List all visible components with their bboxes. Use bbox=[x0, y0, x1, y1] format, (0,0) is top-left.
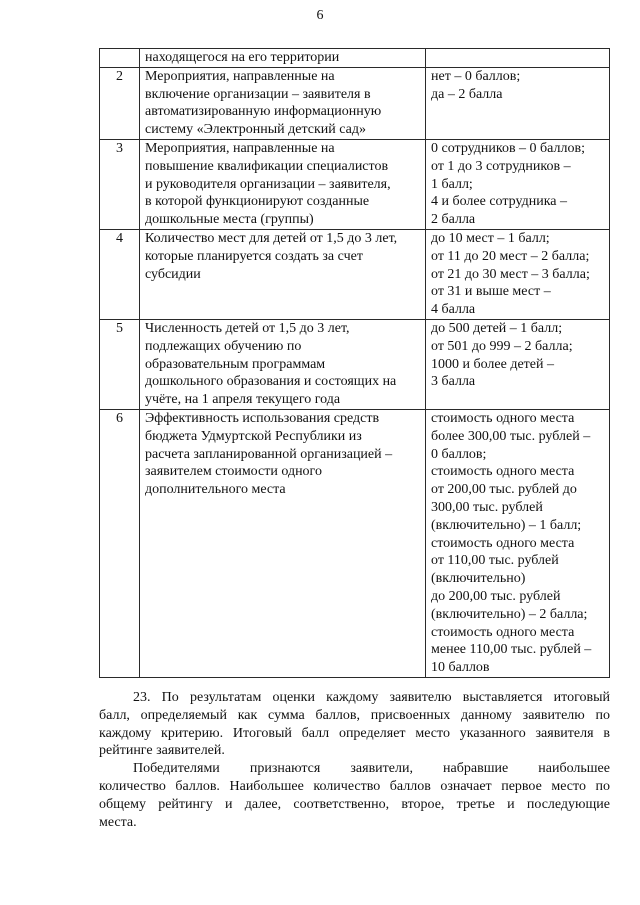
table-row bbox=[100, 139, 610, 229]
paragraph-winners bbox=[99, 760, 610, 831]
criterion-cell bbox=[140, 139, 426, 229]
row-number: 6 bbox=[100, 409, 140, 677]
criterion-cell bbox=[140, 409, 426, 677]
criterion-line: дошкольного образования и состоящих на bbox=[145, 374, 397, 390]
scoring-line: стоимость одного места bbox=[431, 624, 575, 640]
criterion-line: автоматизированную информационную bbox=[145, 104, 382, 120]
scoring-line: менее 110,00 тыс. рублей – bbox=[431, 642, 592, 658]
criterion-line: образовательным программам bbox=[145, 356, 326, 372]
scoring-line: (включительно) bbox=[431, 571, 526, 587]
criterion-line: дошкольные места (группы) bbox=[145, 212, 314, 228]
criterion-line: Количество мест для детей от 1,5 до 3 лет, bbox=[145, 230, 398, 246]
scoring-cell bbox=[426, 409, 610, 677]
scoring-line: нет – 0 баллов; bbox=[431, 68, 521, 84]
scoring-line: 10 баллов bbox=[431, 660, 490, 676]
criterion-cell bbox=[140, 319, 426, 409]
row-number: 3 bbox=[100, 139, 140, 229]
paragraph-line: каждому критерию. Итоговый балл определяет место указанного заявителя в bbox=[99, 725, 610, 741]
table-row bbox=[100, 49, 610, 68]
scoring-line: да – 2 балла bbox=[431, 86, 503, 102]
criterion-cell bbox=[140, 67, 426, 139]
scoring-line: 4 и более сотрудника – bbox=[431, 194, 568, 210]
scoring-line: стоимость одного места bbox=[431, 464, 575, 480]
criterion-line: систему «Электронный детский сад» bbox=[145, 122, 367, 138]
paragraph-line: общему рейтингу и далее, соответственно, второе, третье и последующие bbox=[99, 796, 610, 812]
criterion-line: подлежащих обучению по bbox=[145, 338, 302, 354]
paragraph-line: количество баллов. Наибольшее количество баллов означает первое место по bbox=[99, 778, 610, 794]
scoring-line: до 200,00 тыс. рублей bbox=[431, 588, 561, 604]
paragraph-line: Победителями признаются заявители, набравшие наибольшее bbox=[133, 761, 610, 777]
criterion-line: Эффективность использования средств bbox=[145, 410, 380, 426]
row-number bbox=[100, 49, 140, 68]
criterion-line: находящегося на его территории bbox=[145, 50, 340, 65]
paragraph-line: рейтинге заявителей. bbox=[99, 743, 225, 759]
row-number: 4 bbox=[100, 229, 140, 319]
table-row bbox=[100, 409, 610, 677]
scoring-cell bbox=[426, 139, 610, 229]
criterion-line: учёте, на 1 апреля текущего года bbox=[145, 392, 341, 408]
scoring-line: до 10 мест – 1 балл; bbox=[431, 230, 550, 246]
scoring-cell bbox=[426, 67, 610, 139]
criterion-line: повышение квалификации специалистов bbox=[145, 158, 389, 174]
scoring-line: 0 баллов; bbox=[431, 446, 487, 462]
table-row bbox=[100, 229, 610, 319]
row-number: 5 bbox=[100, 319, 140, 409]
scoring-line: 1 балл; bbox=[431, 176, 473, 192]
criterion-line: бюджета Удмуртской Республики из bbox=[145, 428, 362, 444]
criterion-line: Численность детей от 1,5 до 3 лет, bbox=[145, 320, 350, 336]
scoring-line: 4 балла bbox=[431, 302, 476, 318]
criterion-cell bbox=[140, 49, 426, 68]
scoring-line: 1000 и более детей – bbox=[431, 356, 555, 372]
criterion-line: в которой функционируют созданные bbox=[145, 194, 370, 210]
row-number: 2 bbox=[100, 67, 140, 139]
scoring-cell bbox=[426, 229, 610, 319]
criterion-cell bbox=[140, 229, 426, 319]
scoring-line: до 500 детей – 1 балл; bbox=[431, 320, 563, 336]
scoring-line: стоимость одного места bbox=[431, 535, 575, 551]
scoring-line: от 21 до 30 мест – 3 балла; bbox=[431, 266, 590, 282]
scoring-line: (включительно) – 2 балла; bbox=[431, 606, 588, 622]
scoring-line: от 501 до 999 – 2 балла; bbox=[431, 338, 573, 354]
criterion-line: дополнительного места bbox=[145, 482, 286, 498]
paragraph-line: 23. По результатам оценки каждому заявителю выставляется итоговый bbox=[133, 690, 610, 705]
body-text bbox=[99, 689, 610, 831]
scoring-line: от 1 до 3 сотрудников – bbox=[431, 158, 571, 174]
paragraph-line: места. bbox=[99, 814, 137, 830]
table-row bbox=[100, 67, 610, 139]
criterion-line: Мероприятия, направленные на bbox=[145, 140, 335, 156]
scoring-line: стоимость одного места bbox=[431, 410, 575, 426]
scoring-line: 300,00 тыс. рублей bbox=[431, 499, 543, 515]
scoring-line: 3 балла bbox=[431, 374, 476, 390]
scoring-line: от 200,00 тыс. рублей до bbox=[431, 482, 577, 498]
criterion-line: расчета запланированной организацией – bbox=[145, 446, 393, 462]
criterion-line: заявителем стоимости одного bbox=[145, 464, 322, 480]
criterion-line: которые планируется создать за счет bbox=[145, 248, 363, 264]
criterion-line: и руководителя организации – заявителя, bbox=[145, 176, 391, 192]
page-number: 6 bbox=[316, 8, 324, 23]
scoring-line: от 11 до 20 мест – 2 балла; bbox=[431, 248, 590, 264]
scoring-cell bbox=[426, 49, 610, 68]
scoring-line: от 31 и выше мест – bbox=[431, 284, 551, 300]
scoring-line: (включительно) – 1 балл; bbox=[431, 517, 582, 533]
criterion-line: включение организации – заявителя в bbox=[145, 86, 371, 102]
scoring-cell bbox=[426, 319, 610, 409]
paragraph-23 bbox=[99, 689, 610, 760]
scoring-line: от 110,00 тыс. рублей bbox=[431, 553, 559, 569]
scoring-line: более 300,00 тыс. рублей – bbox=[431, 428, 591, 444]
table-row bbox=[100, 319, 610, 409]
criterion-line: Мероприятия, направленные на bbox=[145, 68, 335, 84]
criterion-line: субсидии bbox=[145, 266, 201, 282]
scoring-line: 0 сотрудников – 0 баллов; bbox=[431, 140, 585, 156]
scoring-line: 2 балла bbox=[431, 212, 476, 228]
criteria-table bbox=[99, 48, 610, 678]
paragraph-line: балл, определяемый как сумма баллов, присвоенных данному заявителю по bbox=[99, 707, 610, 723]
